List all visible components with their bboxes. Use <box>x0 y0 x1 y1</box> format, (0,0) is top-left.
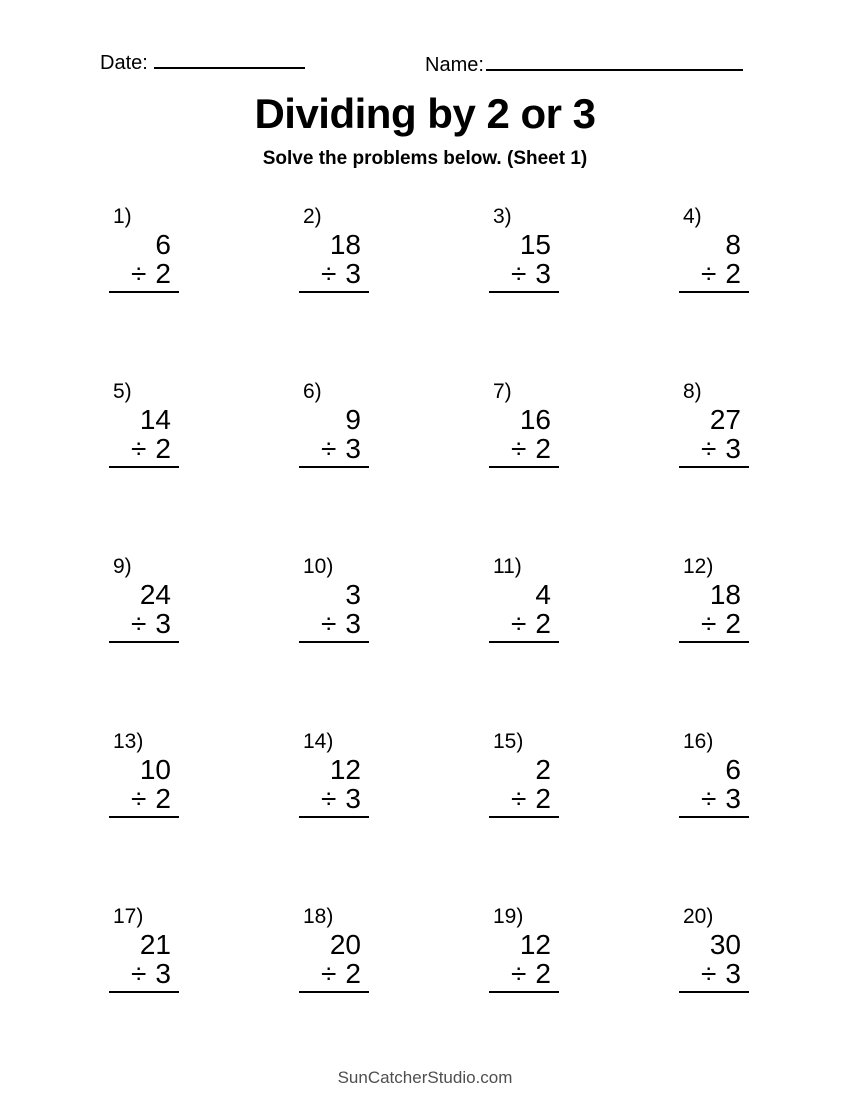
divide-icon: ÷ <box>701 608 717 639</box>
divisor: 3 <box>345 433 361 464</box>
divisor: 2 <box>345 958 361 989</box>
problem-work-area[interactable] <box>109 230 179 293</box>
divide-icon: ÷ <box>511 258 527 289</box>
dividend: 9 <box>345 404 361 435</box>
divisor: 2 <box>725 608 741 639</box>
problem-number: 4) <box>683 205 702 228</box>
dividend: 16 <box>519 404 551 435</box>
divisor-row <box>679 784 749 813</box>
problem-number: 13) <box>113 730 144 753</box>
divide-icon: ÷ <box>131 783 147 814</box>
problem-number: 15) <box>493 730 524 753</box>
divide-icon: ÷ <box>131 433 147 464</box>
divisor-row <box>679 434 749 463</box>
divisor: 3 <box>725 958 741 989</box>
divisor: 2 <box>535 433 551 464</box>
divisor-row <box>489 784 559 813</box>
dividend: 14 <box>139 404 171 435</box>
divide-icon: ÷ <box>701 433 717 464</box>
divisor: 3 <box>535 258 551 289</box>
problem-number: 8) <box>683 380 702 403</box>
divisor: 2 <box>535 608 551 639</box>
dividend: 4 <box>535 579 551 610</box>
dividend: 8 <box>725 229 741 260</box>
problem-number: 16) <box>683 730 714 753</box>
divisor: 3 <box>725 433 741 464</box>
problem-work-area[interactable] <box>489 405 559 468</box>
dividend: 6 <box>725 754 741 785</box>
divisor-row <box>489 609 559 638</box>
dividend: 6 <box>155 229 171 260</box>
problem-cell <box>109 381 299 556</box>
problem-cell <box>489 556 679 731</box>
date-label: Date: <box>100 52 148 74</box>
problem-work-area[interactable] <box>299 230 369 293</box>
divisor-row <box>109 434 179 463</box>
divisor-row <box>489 434 559 463</box>
dividend: 18 <box>709 579 741 610</box>
problem-work-area[interactable] <box>679 580 749 643</box>
divide-icon: ÷ <box>321 433 337 464</box>
problem-work-area[interactable] <box>489 230 559 293</box>
problem-number: 6) <box>303 380 322 403</box>
problem-number: 20) <box>683 905 714 928</box>
dividend: 18 <box>329 229 361 260</box>
divisor-row <box>109 959 179 988</box>
problem-work-area[interactable] <box>679 230 749 293</box>
problem-cell <box>109 906 299 1081</box>
divisor-row <box>299 609 369 638</box>
dividend: 3 <box>345 579 361 610</box>
problem-number: 19) <box>493 905 524 928</box>
dividend: 30 <box>709 929 741 960</box>
problem-work-area[interactable] <box>109 580 179 643</box>
divisor-row <box>299 784 369 813</box>
problem-number: 18) <box>303 905 334 928</box>
problem-cell <box>109 731 299 906</box>
problem-number: 2) <box>303 205 322 228</box>
problem-work-area[interactable] <box>109 930 179 993</box>
problem-cell <box>299 381 489 556</box>
divisor: 2 <box>155 433 171 464</box>
date-input-line[interactable] <box>154 52 305 69</box>
dividend: 10 <box>139 754 171 785</box>
page-title: Dividing by 2 or 3 <box>254 90 596 137</box>
divide-icon: ÷ <box>511 608 527 639</box>
divisor: 2 <box>155 783 171 814</box>
divisor-row <box>299 959 369 988</box>
problems-grid <box>109 206 850 1081</box>
divide-icon: ÷ <box>321 958 337 989</box>
dividend: 21 <box>139 929 171 960</box>
problem-cell <box>299 906 489 1081</box>
problem-cell <box>489 906 679 1081</box>
problem-cell <box>109 206 299 381</box>
divide-icon: ÷ <box>321 258 337 289</box>
problem-number: 11) <box>493 555 522 578</box>
problem-cell <box>299 206 489 381</box>
divide-icon: ÷ <box>321 783 337 814</box>
divisor-row <box>679 609 749 638</box>
dividend: 12 <box>329 754 361 785</box>
problem-work-area[interactable] <box>299 405 369 468</box>
problem-number: 7) <box>493 380 512 403</box>
problem-cell <box>679 906 850 1081</box>
divide-icon: ÷ <box>701 783 717 814</box>
divisor: 3 <box>725 783 741 814</box>
problem-work-area[interactable] <box>299 755 369 818</box>
dividend: 2 <box>535 754 551 785</box>
divide-icon: ÷ <box>131 258 147 289</box>
name-label: Name: <box>425 54 484 76</box>
divisor: 3 <box>345 783 361 814</box>
problem-cell <box>489 381 679 556</box>
problem-number: 1) <box>113 205 132 228</box>
dividend: 27 <box>709 404 741 435</box>
divisor: 2 <box>155 258 171 289</box>
problem-cell <box>679 731 850 906</box>
page-subtitle: Solve the problems below. (Sheet 1) <box>262 148 588 169</box>
divide-icon: ÷ <box>511 433 527 464</box>
dividend: 12 <box>519 929 551 960</box>
problem-number: 9) <box>113 555 132 578</box>
problem-work-area[interactable] <box>489 930 559 993</box>
problem-cell <box>679 381 850 556</box>
divisor: 3 <box>155 608 171 639</box>
problem-work-area[interactable] <box>299 930 369 993</box>
problem-work-area[interactable] <box>489 755 559 818</box>
divisor-row <box>109 259 179 288</box>
divisor: 3 <box>345 608 361 639</box>
divide-icon: ÷ <box>131 958 147 989</box>
divide-icon: ÷ <box>701 958 717 989</box>
divisor: 2 <box>725 258 741 289</box>
problem-number: 14) <box>303 730 334 753</box>
dividend: 24 <box>139 579 171 610</box>
problem-work-area[interactable] <box>679 930 749 993</box>
problem-number: 17) <box>113 905 144 928</box>
problem-cell <box>489 206 679 381</box>
problem-work-area[interactable] <box>679 755 749 818</box>
footer-credit: SunCatcherStudio.com <box>337 1068 513 1087</box>
divide-icon: ÷ <box>321 608 337 639</box>
divide-icon: ÷ <box>701 258 717 289</box>
divisor-row <box>489 259 559 288</box>
problem-cell <box>109 556 299 731</box>
divisor-row <box>299 434 369 463</box>
divisor: 2 <box>535 958 551 989</box>
divisor: 2 <box>535 783 551 814</box>
problem-number: 12) <box>683 555 714 578</box>
divide-icon: ÷ <box>131 608 147 639</box>
date-field <box>100 52 305 75</box>
problem-cell <box>679 206 850 381</box>
problem-number: 5) <box>113 380 132 403</box>
divisor-row <box>109 609 179 638</box>
divisor-row <box>109 784 179 813</box>
problem-cell <box>489 731 679 906</box>
dividend: 20 <box>329 929 361 960</box>
divide-icon: ÷ <box>511 958 527 989</box>
problem-cell <box>679 556 850 731</box>
problem-number: 3) <box>493 205 512 228</box>
problem-work-area[interactable] <box>109 405 179 468</box>
divisor: 3 <box>155 958 171 989</box>
divisor-row <box>679 959 749 988</box>
problem-work-area[interactable] <box>299 580 369 643</box>
divisor-row <box>299 259 369 288</box>
name-field <box>425 54 743 77</box>
divisor-row <box>679 259 749 288</box>
divisor: 3 <box>345 258 361 289</box>
divisor-row <box>489 959 559 988</box>
problem-number: 10) <box>303 555 334 578</box>
problem-work-area[interactable] <box>489 580 559 643</box>
divide-icon: ÷ <box>511 783 527 814</box>
dividend: 15 <box>519 229 551 260</box>
problem-cell <box>299 556 489 731</box>
problem-cell <box>299 731 489 906</box>
problem-work-area[interactable] <box>679 405 749 468</box>
name-input-line[interactable] <box>486 54 743 71</box>
problem-work-area[interactable] <box>109 755 179 818</box>
